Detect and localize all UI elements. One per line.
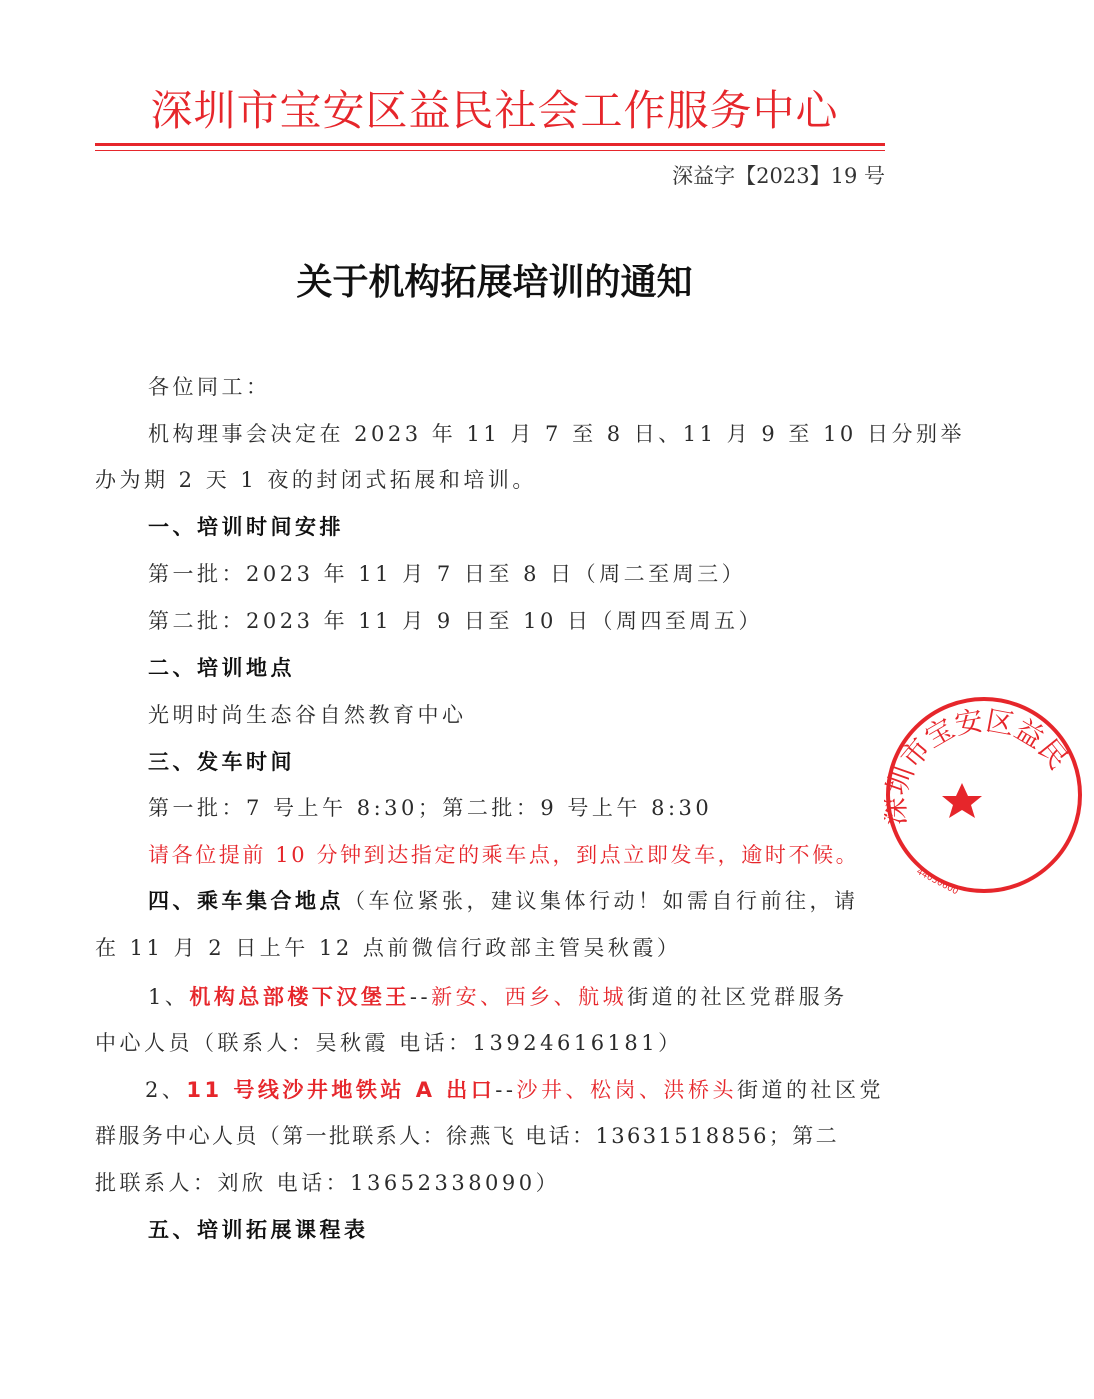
section4-heading: 四、乘车集合地点: [148, 889, 344, 913]
header-rule-thin: [95, 150, 885, 151]
pickup-point-2-streets: 沙井、松岗、洪桥头: [516, 1078, 737, 1102]
pickup-point-2: [145, 1075, 905, 1105]
official-seal: [884, 695, 1075, 895]
pickup-point-1-rest: 街道的社区党群服务: [627, 985, 848, 1009]
pickup-point-1-streets: 新安、西乡、航城: [431, 985, 628, 1009]
pickup-point-1-index: 1、: [148, 985, 190, 1009]
pickup-point-1-contact: 中心人员（联系人：吴秋霞 电话：13924616181）: [95, 1031, 683, 1055]
seal-graphic: [884, 695, 1094, 895]
punctuality-notice: 请各位提前 10 分钟到达指定的乘车点，到点立即发车，逾时不候。: [148, 843, 860, 867]
batch2-schedule: 第二批：2023 年 11 月 9 日至 10 日（周四至周五）: [148, 609, 763, 633]
pickup-point-1-place: 机构总部楼下汉堡王: [189, 985, 410, 1009]
training-location: 光明时尚生态谷自然教育中心: [148, 703, 467, 727]
doc-title: 关于机构拓展培训的通知: [296, 262, 693, 303]
section4-note-line2: 在 11 月 2 日上午 12 点前微信行政部主管吴秋霞）: [95, 936, 682, 960]
seal-code: 44030600: [914, 866, 960, 895]
section5-heading: 五、培训拓展课程表: [148, 1218, 369, 1242]
batch1-schedule: 第一批：2023 年 11 月 7 日至 8 日（周二至周三）: [148, 562, 747, 586]
doc-number: 深益字【2023】19 号: [672, 164, 885, 188]
section1-heading: 一、培训时间安排: [148, 515, 344, 539]
greeting: 各位同工：: [148, 375, 271, 399]
intro-line2: 办为期 2 天 1 夜的封闭式拓展和培训。: [95, 468, 537, 492]
section4-line1: [148, 886, 908, 916]
pickup-point-2-dash: --: [495, 1078, 517, 1102]
section4-note: （车位紧张，建议集体行动！如需自行前往，请: [344, 889, 859, 913]
intro-line1: 机构理事会决定在 2023 年 11 月 7 至 8 日、11 月 9 至 10 日分别举: [148, 422, 965, 446]
pickup-point-2-place: 11 号线沙井地铁站 A 出口: [186, 1078, 496, 1102]
seal-ring: [888, 699, 1080, 891]
pickup-point-2-rest: 街道的社区党: [737, 1078, 884, 1102]
seal-text: 市宝安区益民: [893, 703, 1075, 776]
section2-heading: 二、培训地点: [148, 656, 295, 680]
seal-star-icon: [942, 783, 982, 818]
org-name: 深圳市宝安区益民社会工作服务中心: [150, 86, 839, 135]
pickup-point-2-index: 2、: [145, 1078, 187, 1102]
pickup-point-1-dash: --: [409, 985, 432, 1009]
departure-times: 第一批：7 号上午 8:30；第二批：9 号上午 8:30: [148, 796, 713, 820]
pickup-point-2-contact1: 群服务中心人员（第一批联系人：徐燕飞 电话：13631518856；第二: [95, 1124, 840, 1148]
pickup-point-2-contact2: 批联系人：刘欣 电话：13652338090）: [95, 1171, 561, 1195]
header-rule-thick: [95, 143, 885, 146]
pickup-point-1: [148, 982, 908, 1012]
section3-heading: 三、发车时间: [148, 750, 295, 774]
